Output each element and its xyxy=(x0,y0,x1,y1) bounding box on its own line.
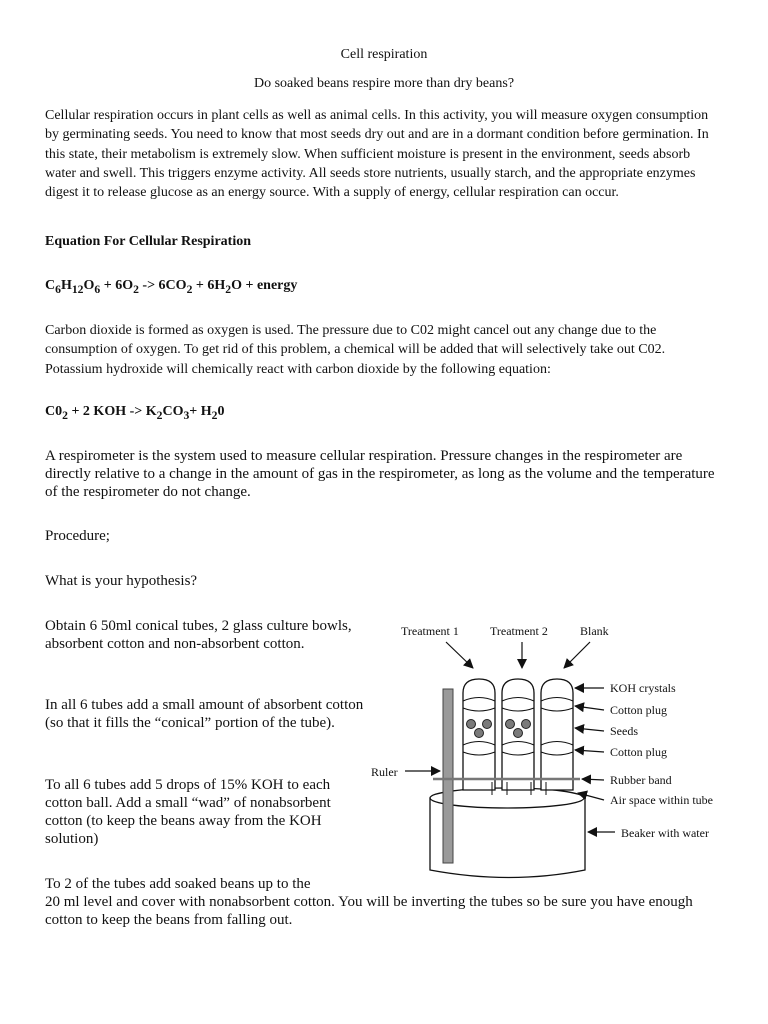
arrow-air-space xyxy=(578,793,604,800)
label-koh-crystals: KOH crystals xyxy=(610,681,676,695)
label-cotton-plug-top: Cotton plug xyxy=(610,703,668,717)
equation-heading: Equation For Cellular Respiration xyxy=(45,234,252,249)
co2-paragraph: Carbon dioxide is formed as oxygen is used. The pressure due to C02 might cancel out any change due to the consumption of oxygen. To get rid of this problem, a chemical will be added that will selectively take out C02. Potassium hydroxide will chemically react with carbon dioxide by the following equation: xyxy=(45,323,666,377)
page-subtitle-question: Do soaked beans respire more than dry beans? xyxy=(253,76,515,91)
label-treatment-2: Treatment 2 xyxy=(490,624,548,638)
label-blank: Blank xyxy=(580,624,609,638)
label-cotton-plug-bottom: Cotton plug xyxy=(610,745,668,759)
procedure-step-3: To all 6 tubes add 5 drops of 15% KOH to each cotton ball. Add a small “wad” of nonabsorbent cotton (to keep the beans away from the KOH solution) xyxy=(45,777,331,847)
respirometer-paragraph: A respirometer is the system used to measure cellular respiration. Pressure changes in the respirometer are directly relative to a change in the amount of gas in the respirometer, as long as the volume and the temperature of the respirometer do not change. xyxy=(45,448,715,500)
ruler-bar xyxy=(443,689,453,863)
arrow-cotton-plug-top xyxy=(575,706,604,710)
label-beaker: Beaker with water xyxy=(621,826,709,840)
procedure-step-1: Obtain 6 50ml conical tubes, 2 glass culture bowls, absorbent cotton and non-absorbent cotton. xyxy=(45,618,352,652)
procedure-step-4-line1: To 2 of the tubes add soaked beans up to the xyxy=(45,876,311,892)
arrow-rubber-band xyxy=(582,779,604,780)
label-ruler: Ruler xyxy=(371,765,398,779)
tube-blank xyxy=(541,679,573,790)
procedure-step-4-rest: 20 ml level and cover with nonabsorbent cotton. You will be inverting the tubes so be sure you have enough cotton to keep the beans from falling out. xyxy=(45,894,693,928)
procedure-heading: Procedure; xyxy=(45,528,110,544)
koh-equation: $C0_2 + 2$ KOH -> $K_2CO_3+ H_20$ xyxy=(45,404,225,422)
procedure-step-2: In all 6 tubes add a small amount of absorbent cotton (so that it fills the “conical” portion of the tube). xyxy=(45,697,364,731)
page-title: Cell respiration xyxy=(340,47,428,62)
arrow-treatment-1 xyxy=(446,642,473,668)
label-rubber-band: Rubber band xyxy=(610,773,672,787)
label-treatment-1: Treatment 1 xyxy=(401,624,459,638)
hypothesis-question: What is your hypothesis? xyxy=(45,573,198,589)
respiration-equation: $C_6H_{12}O_6 + 6O_2 -> 6CO_2 + 6H_2O$ + energy xyxy=(45,278,298,296)
label-air-space: Air space within tube xyxy=(610,793,713,807)
label-seeds: Seeds xyxy=(610,724,638,738)
arrow-blank xyxy=(564,642,590,668)
arrow-cotton-plug-bottom xyxy=(575,750,604,752)
intro-paragraph: Cellular respiration occurs in plant cells as well as animal cells. In this activity, you will measure oxygen consumption by germinating seeds. You need to know that most seeds dry out and are in a dormant condition before germination. In this state, their metabolism is extremely slow. When sufficient moisture is present in the environment, seeds absorb water and swell. This triggers enzyme activity. All seeds store nutrients, usually starch, and the appropriate enzymes digest it to release glucose as an energy source. With a supply of energy, cellular respiration can occur. xyxy=(45,108,709,201)
arrow-seeds xyxy=(575,728,604,731)
